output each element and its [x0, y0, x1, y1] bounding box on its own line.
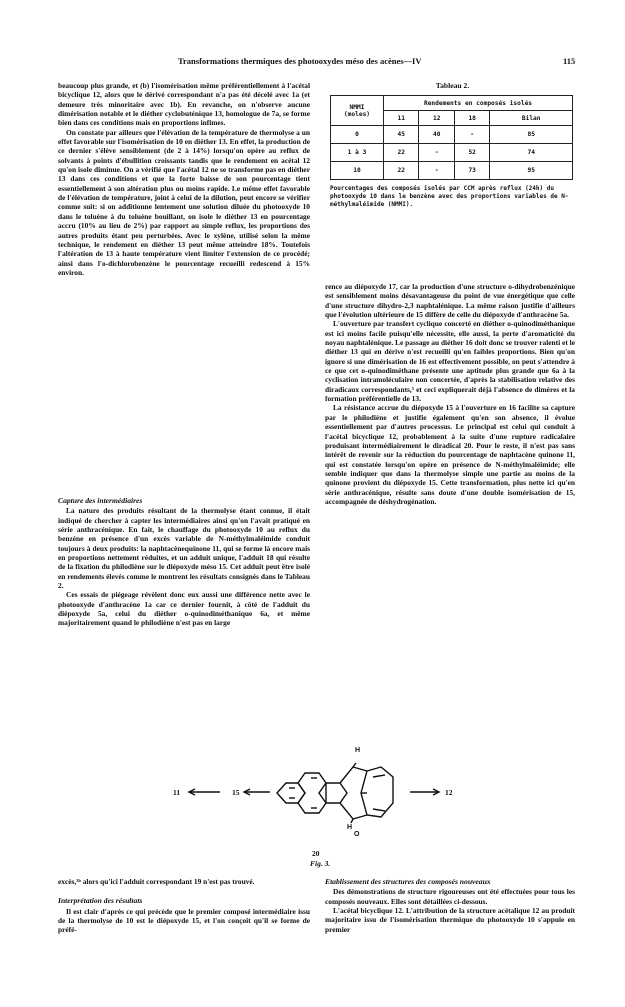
- section-heading: Interprétation des résultats: [58, 896, 143, 906]
- figure-h-bottom: H: [347, 824, 353, 831]
- table-col-header: 11: [384, 111, 419, 126]
- table-row: [331, 162, 573, 180]
- section-heading: Capture des intermédiaires: [58, 496, 143, 505]
- left-column-middle: [58, 496, 310, 628]
- figure-label-12: 12: [445, 788, 453, 797]
- table-row: [331, 144, 573, 162]
- paragraph: rence au diépoxyde 17, car la production d'une structure o-dihydrobenzénique est sensiblement moins désavantageuse du point de vue énergétique que celle d'une structure dihydro-2,3 naphtalénique. La même raison justifie d'ailleurs que l'évolution ultérieure de 15 diffère de celle du diépoxyde d'anthracène 5a.: [325, 282, 575, 320]
- figure-label-15: 15: [232, 788, 240, 797]
- table-header-group: Rendements en composés isolés: [384, 96, 573, 111]
- figure-label-11: 11: [173, 788, 181, 797]
- table-cell: 1 à 3: [331, 144, 384, 162]
- right-column-middle: [325, 282, 575, 506]
- table-cell: 40: [419, 126, 454, 144]
- paragraph: La nature des produits résultant de la thermolyse étant connue, il était indiqué de chercher à capter les intermédiaires ainsi qu'on l'avait pratiqué en série anthracénique. En fait, le chauffage du photooxyde 10 au reflux du benzène en présence d'un excès variable de N-méthylmaléimide conduit toujours à deux produits: la naphtacènequinone 11, qui se forme là encore mais en proportions nettement réduites, et un adduit unique, l'adduit 18 qui résulte de la fixation du philodiène sur le diépoxyde méso 15. Cet adduit peut être isolé en rendements élevés comme le montrent les résultats consignés dans le Tableau 2.: [58, 506, 310, 591]
- figure-compound-label: 20: [312, 849, 320, 858]
- table-cell: 10: [331, 162, 384, 180]
- paragraph: On constate par ailleurs que l'élévation de la température de thermolyse a un effet favorable sur l'isomérisation de 10 en diéther 13. En effet, la production de ce dernier s'élève sensiblement (de 2 à 14%) lorsqu'on opère au reflux de solvants à points d'ébullition croissants tandis que le rendement en acétal 12 qu'on isole diminue. On a vérifié que l'acétal 12 ne se transforme pas en diéther 13 dans ces conditions et que la forte baisse de son pourcentage tient essentiellement à son altération plus ou moins rapide. Le même effet favorable de l'élévation de température, joint à celui de la dilution, peut encore se vérifier comme suit: si on additionne lentement une solution diluée du photooxyde 10 dans le toluène à du toluène bouillant, on isole le diéther 13 en pourcentage accru (10% au lieu de 2%) par rapport au simple reflux, les proportions des autres produits étant peu perturbées. Avec le xylène, utilisé selon la même technique, le rendement en diéther 13 peut même atteindre 18%. Toutefois l'altération de 13 à haute température vient limiter l'extension de ce procédé; ainsi dans l'o-dichlorobenzène le pourcentage recueilli redescend à 15% environ.: [58, 127, 310, 277]
- table-cell: 22: [384, 144, 419, 162]
- table-col-header: Bilan: [490, 111, 573, 126]
- table-col-header: 12: [419, 111, 454, 126]
- table-cell: 0: [331, 126, 384, 144]
- paragraph: La résistance accrue du diépoxyde 15 à l'ouverture en 16 facilite sa capture par le philodiène et justifie également qu'en son absence, il évolue essentiellement par d'autres processus. Le principal est celui qui conduit à l'acétal bicyclique 12, probablement à la suite d'une rupture radicalaire produisant intermédiairement le diradical 20. Pour le reste, il n'est pas sans intérêt de revenir sur la réduction du pourcentage de naphtacène quinone 11, qui est constatée lorsqu'on opère en présence de N-méthylmaléimide; elle semble indiquer que dans la thermolyse simple une partie au moins de la quinone provient du diépoxyde 15. Cette transformation, plus nette ici qu'en série anthracénique, résulte sans doute d'une double isomérisation de 15, accompagnée de déshydrogénation.: [325, 403, 575, 506]
- left-column-top: [58, 81, 310, 277]
- results-table-block: [330, 81, 575, 209]
- table-cell: 95: [490, 162, 573, 180]
- figure-3: [165, 745, 465, 868]
- structure-diagram: [165, 745, 465, 849]
- table-caption: Pourcentages des composés isolés par CCM après reflux (24h) du photooxyde 10 dans le benzène avec des proportions variables de N-méthylmaléimide (NMMI).: [330, 185, 569, 208]
- table-col-header: 18: [454, 111, 489, 126]
- table-cell: 22: [384, 162, 419, 180]
- table-cell: -: [419, 144, 454, 162]
- bottom-left-column: [58, 877, 310, 935]
- table-cell: 74: [490, 144, 573, 162]
- section-heading: Etablissement des structures des composés nouveaux: [325, 877, 491, 886]
- table-row: [331, 126, 573, 144]
- figure-h-top: H: [355, 747, 361, 754]
- paragraph: Il est clair d'après ce qui précède que le premier composé intermédiaire issu de la thermolyse de 10 est le diépoxyde 15, et l'on conçoit qu'il se forme de préfé-: [58, 906, 310, 935]
- table-title: Tableau 2.: [435, 81, 470, 90]
- results-table: [330, 95, 573, 180]
- table-cell: 52: [454, 144, 489, 162]
- paragraph: L'acétal bicyclique 12. L'attribution de la structure acétalique 12 au produit majoritaire issu de l'isomérisation thermique du photooxyde 10 s'appuie en premier: [325, 906, 575, 934]
- table-cell: 45: [384, 126, 419, 144]
- paragraph: Des démonstrations de structure rigoureuses ont été effectuées pour tous les composés nouveaux. Elles sont détaillées ci-dessous.: [325, 887, 575, 906]
- bottom-right-column: [325, 877, 575, 934]
- figure-o-bottom: O: [354, 831, 360, 838]
- table-header-nmmi: NMMI (moles): [331, 96, 384, 126]
- page-number: 115: [563, 56, 576, 66]
- paragraph: L'ouverture par transfert cyclique concerté en diéther o-quinodiméthanique est ici moins facile puisqu'elle nécessite, elle aussi, la perte d'aromaticité du noyau naphtalénique. Le passage au diéther 16 doit donc se trouver ralenti et le diéther 13 qui en dérive n'est recueilli qu'en faibles proportions. Bien qu'on ignore si une dimérisation de 16 est effectivement possible, on peut s'attendre à ce que cet o-quinodiméthane présente une aptitude plus grande que 6a à la cyclisation intramoléculaire non concertée, d'après la stabilisation relative des diradicaux correspondants,⁵ et ceci expliquerait déjà l'absence de dimères et la formation préférentielle de 13.: [325, 319, 575, 404]
- table-cell: -: [454, 126, 489, 144]
- table-cell: 73: [454, 162, 489, 180]
- table-cell: 85: [490, 126, 573, 144]
- paragraph: Ces essais de piégeage révèlent donc eux aussi une différence nette avec le photooxyde d'anthracène 1a car ce dernier fournit, à côté de l'adduit du diépoxyde 5a, celui du diéther o-quinodiméthanique 6a, et même majoritairement quand le philodiène n'est pas en large: [58, 590, 310, 628]
- figure-caption: Fig. 3.: [310, 859, 331, 868]
- paragraph: beaucoup plus grande, et (b) l'isomérisation même préférentiellement à l'acétal bicyclique 12, alors que le dérivé correspondant n'a pas été décelé avec 1a (et demeure très minoritaire avec 1b). En revanche, on n'observe aucune dimérisation notable et le diéther cyclobuténique 13, homologue de 7a, se forme bien dans ces conditions mais en proportions infimes.: [58, 81, 310, 128]
- table-cell: -: [419, 162, 454, 180]
- paragraph: excès,³ᵇ alors qu'ici l'adduit correspondant 19 n'est pas trouvé.: [58, 877, 255, 886]
- header-title: Transformations thermiques des photooxydes méso des acènes—IV: [178, 56, 422, 66]
